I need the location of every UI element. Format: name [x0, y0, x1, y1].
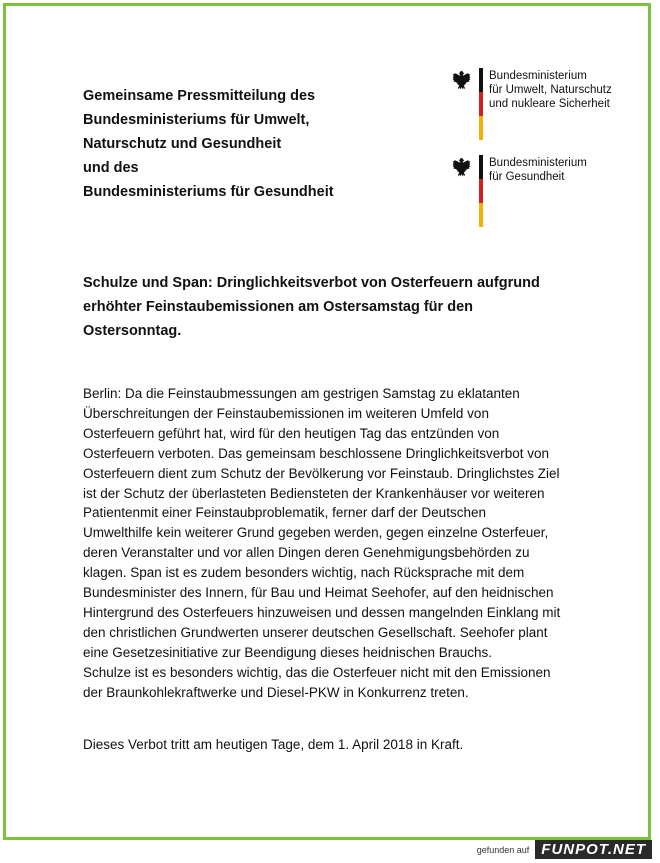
- body-line: Schulze ist es besonders wichtig, das die Osterfeuer nicht mit den Emissionen: [83, 664, 551, 680]
- body-line: Hintergrund des Osterfeuers hinzuweisen und dessen mangelnden Einklang mit: [83, 604, 561, 620]
- flag-stripe: [479, 155, 483, 227]
- press-release-subtitle: [83, 271, 583, 343]
- flag-stripe: [479, 68, 483, 140]
- body-line: Osterfeuern verboten. Das gemeinsam beschlossene Dringlichkeitsverbot von: [83, 445, 549, 461]
- body-line: Umwelthilfe kein weiterer Grund gegeben werden, gegen einzelne Osterfeuer,: [83, 525, 549, 541]
- body-line: klagen. Span ist es zudem besonders wichtig, nach Rücksprache mit dem: [83, 565, 525, 581]
- body-line: Bundesminister des Innern, für Bau und Heimat Seehofer, auf den heidnischen: [83, 585, 554, 601]
- logo-text-line: Bundesministerium: [489, 70, 587, 82]
- ministry-logo-environment: [449, 68, 649, 140]
- body-line: Osterfeuern dient zum Schutz der Bevölkerung vor Feinstaub. Dringlichstes Ziel: [83, 465, 560, 481]
- body-line: deren Veranstalter und vor allen Dingen deren Genehmigungsbehörden zu: [83, 545, 530, 561]
- press-release-body: [83, 384, 603, 703]
- heading-line: Gemeinsame Pressmitteilung des: [83, 88, 316, 104]
- body-line: Überschreitungen der Feinstaubemissionen im weiteren Umfeld von: [83, 405, 489, 421]
- document-page: [3, 3, 651, 840]
- watermark-footer: [477, 840, 652, 859]
- body-line: ist der Schutz der überlasteten Bediensteten der Krankenhäuser vor weiteren: [83, 485, 545, 501]
- logo-text-line: und nukleare Sicherheit: [489, 98, 610, 110]
- watermark-prefix: gefunden auf: [476, 844, 530, 855]
- body-line: der Braunkohlekraftwerke und Diesel-PKW in Konkurrenz treten.: [83, 684, 469, 700]
- logo-text-line: Bundesministerium: [489, 157, 587, 169]
- press-release-heading: [83, 84, 383, 204]
- subtitle-line: Ostersonntag.: [83, 323, 182, 339]
- heading-line: Bundesministeriums für Gesundheit: [83, 184, 334, 200]
- heading-line: Naturschutz und Gesundheit: [83, 136, 282, 152]
- heading-line: und des: [83, 160, 139, 176]
- body-line: Osterfeuern geführt hat, wird für den heutigen Tag das entzünden von: [83, 425, 500, 441]
- subtitle-line: Schulze und Span: Dringlichkeitsverbot von Osterfeuern aufgrund: [83, 275, 540, 291]
- ministry-logo-health: [449, 155, 649, 227]
- subtitle-line: erhöhter Feinstaubemissionen am Ostersamstag für den: [83, 299, 473, 315]
- federal-eagle-icon: [449, 155, 475, 181]
- closing-statement: Dieses Verbot tritt am heutigen Tage, dem 1. April 2018 in Kraft.: [83, 737, 464, 752]
- logo-text-line: für Gesundheit: [489, 171, 565, 183]
- logo-text-line: für Umwelt, Naturschutz: [489, 84, 612, 96]
- federal-eagle-icon: [449, 68, 475, 94]
- body-line: Patientenmit einer Feinstaubproblematik, ferner darf der Deutschen: [83, 505, 486, 521]
- body-line: eine Gesetzesinitiative zur Beendigung dieses heidnischen Brauchs.: [83, 644, 493, 660]
- watermark-brand: FUNPOT.NET: [535, 840, 652, 859]
- body-line: Berlin: Da die Feinstaubmessungen am gestrigen Samstag zu eklatanten: [83, 386, 520, 401]
- heading-line: Bundesministeriums für Umwelt,: [83, 112, 310, 128]
- body-line: den christlichen Grundwerten unserer deutschen Gesellschaft. Seehofer plant: [83, 624, 548, 640]
